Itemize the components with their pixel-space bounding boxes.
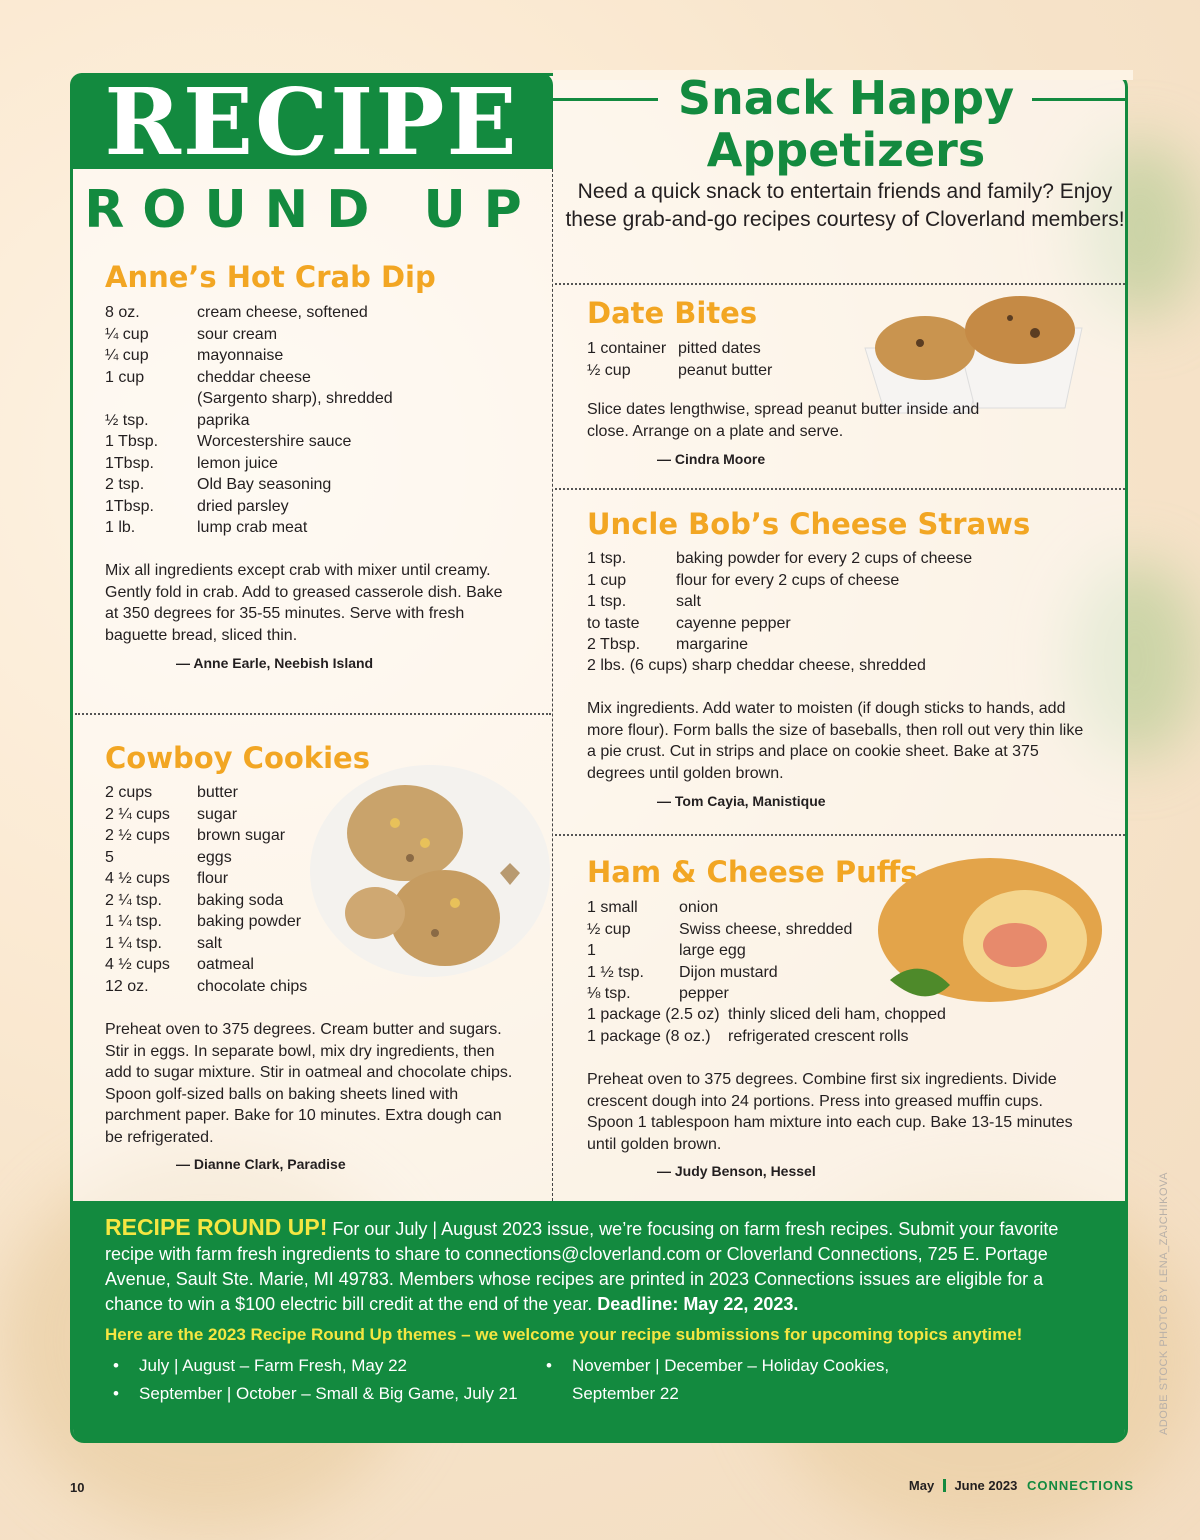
ingredient-row [587, 1026, 1087, 1048]
ingredient-row [587, 940, 887, 962]
ingredient-row [105, 782, 365, 804]
section-divider [555, 283, 1125, 285]
ingredient-quantity [105, 388, 197, 410]
ingredient-name: refrigerated crescent rolls [728, 1027, 909, 1045]
credit-cheese-straws: — Tom Cayia, Manistique [657, 793, 826, 809]
ingredient-quantity: 2 ¼ cups [105, 805, 170, 823]
themes-heading: Here are the 2023 Recipe Round Up themes – we welcome your recipe submissions for upcoming topics anytime! [105, 1325, 1023, 1344]
ingredient-row [105, 847, 365, 869]
ingredient-quantity: 2 tsp. [105, 476, 145, 493]
ingredient-row [587, 613, 1067, 635]
footer-separator [943, 1479, 946, 1492]
theme-item: • November | December – Holiday Cookies, [546, 1352, 889, 1380]
ingredient-name: cheddar cheese [197, 368, 311, 386]
issue-month: May [908, 1478, 935, 1493]
ingredient-row [587, 338, 847, 360]
issue-footer [909, 1478, 1134, 1493]
ingredient-row [105, 302, 535, 324]
ingredient-name: onion [679, 899, 719, 916]
ham-cheese-puffs-photo [875, 850, 1125, 1010]
ingredient-row [105, 517, 535, 539]
ingredient-name: mayonnaise [197, 347, 284, 364]
ingredient-name: pitted dates [678, 340, 761, 357]
ingredient-list-ham-cheese-puffs [587, 897, 887, 1005]
title-line-1: Snack Happy [677, 71, 1015, 125]
ingredient-row [587, 983, 887, 1005]
promo-text [105, 1215, 1105, 1317]
ingredient-quantity: 1 lb. [105, 519, 136, 536]
title-rule-right [1032, 98, 1128, 101]
recipe-title-date-bites: Date Bites [587, 296, 758, 330]
ingredient-name: paprika [197, 411, 250, 429]
ingredient-name: peanut butter [678, 361, 773, 379]
ingredient-row [587, 897, 887, 919]
ingredient-list-date-bites [587, 338, 847, 381]
section-divider [555, 834, 1125, 836]
ingredient-quantity: ½ tsp. [105, 411, 149, 429]
publication-name: CONNECTIONS [1026, 1478, 1134, 1493]
ingredient-name: butter [197, 784, 238, 801]
ingredient-name: sour cream [197, 325, 278, 343]
credit-cowboy-cookies: — Dianne Clark, Paradise [176, 1156, 346, 1172]
recipe-title-ham-cheese-puffs: Ham & Cheese Puffs [587, 855, 918, 889]
directions-crab-dip: Mix all ingredients except crab with mixer until creamy. Gently fold in crab. Add to greased casserole dish. Bake at 350 degrees for 35-55 minutes. Serve with fresh baguette bread, sliced thin. [105, 562, 503, 644]
credit-date-bites: — Cindra Moore [657, 451, 766, 467]
ingredient-quantity: to taste [587, 614, 640, 632]
ingredient-quantity: 4 ½ cups [105, 870, 170, 887]
recipe-heading: RECIPE [104, 68, 519, 176]
ingredient-row [105, 911, 365, 933]
recipe-title-crab-dip: Anne’s Hot Crab Dip [105, 260, 436, 294]
ingredient-row [587, 570, 1067, 592]
ingredient-name: sugar [197, 805, 238, 823]
ingredient-row [105, 804, 365, 826]
ingredient-row [105, 367, 535, 389]
ingredient-quantity: 1 ¼ tsp. [105, 913, 162, 930]
frame-right-top [1125, 98, 1128, 128]
ingredient-row [587, 962, 887, 984]
ingredient-quantity: 1 ½ tsp. [587, 963, 644, 981]
ingredient-row [587, 548, 1067, 570]
directions-date-bites: Slice dates lengthwise, spread peanut butter inside and close. Arrange on a plate and serve. [587, 401, 980, 440]
recipe-title-cheese-straws: Uncle Bob’s Cheese Straws [587, 507, 1031, 541]
page-number: 10 [70, 1480, 85, 1495]
ingredient-row [587, 919, 887, 941]
ingredient-quantity: 1Tbsp. [105, 454, 154, 472]
ingredient-name: thinly sliced deli ham, chopped [728, 1006, 946, 1023]
ingredient-quantity: 5 [105, 848, 114, 866]
ingredient-row [105, 388, 535, 410]
ingredient-quantity: 1 cup [105, 368, 145, 386]
promo-body: For our July | August 2023 issue, we’re focusing on farm fresh recipes. Submit your favorite recipe with farm fresh ingredients to share to connections@cloverland.com or Cloverland Connections, 725 E. Portage Avenue, Sault Ste. Marie, MI 49783. Members whose recipes are printed in 2023 Connections issues are eligible for a chance to win a $100 electric bill credit at the end of the year. [105, 1219, 1059, 1314]
ingredient-quantity: ½ cup [587, 361, 631, 379]
intro-text: Need a quick snack to entertain friends and family? Enjoy these grab-and-go recipes courtesy of Cloverland members! [565, 180, 1125, 231]
package-list-ham-cheese-puffs [587, 1004, 1087, 1047]
ingredient-quantity: ¼ cup [105, 325, 149, 343]
ingredient-row [105, 345, 535, 367]
ingredient-name: Swiss cheese, shredded [679, 920, 853, 938]
ingredient-quantity: 8 oz. [105, 304, 140, 321]
ingredient-quantity: 2 ½ cups [105, 827, 170, 844]
ingredient-quantity: ⅛ tsp. [587, 985, 631, 1002]
ingredient-line-cheddar: 2 lbs. (6 cups) sharp cheddar cheese, shredded [587, 657, 926, 674]
ingredient-row [105, 933, 365, 955]
section-divider [555, 488, 1125, 490]
promo-lead: RECIPE ROUND UP! [105, 1214, 328, 1240]
ingredient-quantity: 1 ¼ tsp. [105, 934, 162, 952]
ingredient-name: flour for every 2 cups of cheese [676, 571, 900, 589]
directions-ham-cheese-puffs: Preheat oven to 375 degrees. Combine first six ingredients. Divide crescent dough into 24 portions. Press into greased muffin cups. Spoon 1 tablespoon ham mixture into each cup. Bake 13-15 minutes until golden brown. [587, 1071, 1073, 1153]
photo-credit: ADOBE STOCK PHOTO BY LENA_ZAJCHIKOVA [1158, 1172, 1170, 1435]
ingredient-name: lemon juice [197, 454, 278, 472]
ingredient-quantity: 1 small [587, 899, 638, 916]
ingredient-quantity: 1 tsp. [587, 550, 627, 567]
ingredient-name: chocolate chips [197, 977, 308, 995]
ingredient-name: Old Bay seasoning [197, 476, 332, 493]
ingredient-quantity: 2 cups [105, 784, 153, 801]
page-title [660, 72, 1032, 176]
ingredient-name: brown sugar [197, 827, 286, 844]
ingredient-quantity: 1 container [587, 340, 667, 357]
ingredient-quantity: 1 tsp. [587, 593, 627, 610]
theme-item: • September | October – Small & Big Game, July 21 [113, 1380, 518, 1408]
ingredient-row [105, 324, 535, 346]
ingredient-name: baking soda [197, 891, 284, 909]
ingredient-quantity: ½ cup [587, 920, 631, 938]
ingredient-quantity: 4 ½ cups [105, 956, 170, 973]
ingredient-name: cayenne pepper [676, 614, 791, 632]
promo-box [73, 1201, 1125, 1441]
ingredient-name: lump crab meat [197, 519, 308, 536]
ingredient-row [105, 954, 365, 976]
ingredient-name: flour [197, 870, 229, 887]
ingredient-name: large egg [679, 942, 746, 959]
ingredient-quantity: 12 oz. [105, 977, 149, 995]
ingredient-row [105, 976, 365, 998]
ingredient-name: dried parsley [197, 497, 289, 515]
ingredient-row [105, 474, 535, 496]
theme-item: • July | August – Farm Fresh, May 22 [113, 1352, 518, 1380]
ingredient-row [105, 431, 535, 453]
ingredient-quantity: 1 package (8 oz.) [587, 1027, 711, 1045]
ingredient-row [105, 868, 365, 890]
ingredient-name: eggs [197, 848, 232, 866]
ingredient-name: oatmeal [197, 956, 254, 973]
ingredient-name: pepper [679, 985, 729, 1002]
promo-deadline: Deadline: May 22, 2023. [597, 1294, 799, 1314]
ingredient-name: margarine [676, 636, 749, 653]
ingredient-name: (Sargento sharp), shredded [197, 390, 393, 407]
ingredient-list-crab-dip [105, 302, 535, 539]
ingredient-name: cream cheese, softened [197, 304, 368, 321]
ingredient-row [587, 1004, 1087, 1026]
ingredient-row [587, 591, 1067, 613]
ingredient-row [105, 825, 365, 847]
ingredient-name: salt [676, 593, 701, 610]
ingredient-row [587, 360, 847, 382]
ingredient-quantity: 1 cup [587, 571, 627, 589]
credit-crab-dip: — Anne Earle, Neebish Island [176, 655, 374, 671]
ingredient-name: baking powder for every 2 cups of cheese [676, 550, 973, 567]
ingredient-row [587, 634, 1067, 656]
ingredient-name: baking powder [197, 913, 302, 930]
ingredient-row [105, 496, 535, 518]
ingredient-quantity: 2 Tbsp. [587, 636, 641, 653]
credit-ham-cheese-puffs: — Judy Benson, Hessel [657, 1163, 816, 1179]
ingredient-quantity: 1Tbsp. [105, 497, 154, 515]
ingredient-row [105, 453, 535, 475]
ingredient-quantity: 1 package (2.5 oz) [587, 1006, 720, 1023]
themes-list-left [113, 1352, 518, 1408]
section-divider [75, 713, 551, 715]
directions-cowboy-cookies: Preheat oven to 375 degrees. Cream butter and sugars. Stir in eggs. In separate bowl, mix dry ingredients, then add to sugar mixture. Stir in oatmeal and chocolate chips. Spoon golf-sized balls on baking sheets lined with parchment paper. Bake for 10 minutes. Extra dough can be refrigerated. [105, 1021, 513, 1146]
ingredient-quantity: 1 Tbsp. [105, 433, 159, 450]
column-divider [552, 169, 553, 1201]
title-rule-left [553, 98, 658, 101]
ingredient-name: Worcestershire sauce [197, 433, 352, 450]
ingredient-quantity: 2 ¼ tsp. [105, 891, 162, 909]
recipe-title-cowboy-cookies: Cowboy Cookies [105, 741, 370, 775]
ingredient-quantity: ¼ cup [105, 347, 149, 364]
themes-list-right [546, 1352, 889, 1408]
ingredient-list-cheese-straws [587, 548, 1067, 656]
ingredient-name: Dijon mustard [679, 963, 778, 981]
ingredient-row [105, 410, 535, 432]
ingredient-name: salt [197, 934, 222, 952]
title-line-2: Appetizers [706, 123, 986, 177]
round-up-heading: ROUND UP [84, 180, 540, 240]
ingredient-quantity: 1 [587, 942, 596, 959]
issue-date: June 2023 [954, 1478, 1018, 1493]
ingredient-row [105, 890, 365, 912]
theme-item: September 22 [572, 1384, 679, 1403]
ingredient-list-cowboy-cookies [105, 782, 365, 997]
directions-cheese-straws: Mix ingredients. Add water to moisten (if dough sticks to hands, add more flour). Form balls the size of baseballs, then roll out very thin like a pie crust. Cut in strips and place on cookie sheet. Bake at 375 degrees until golden brown. [587, 700, 1084, 782]
